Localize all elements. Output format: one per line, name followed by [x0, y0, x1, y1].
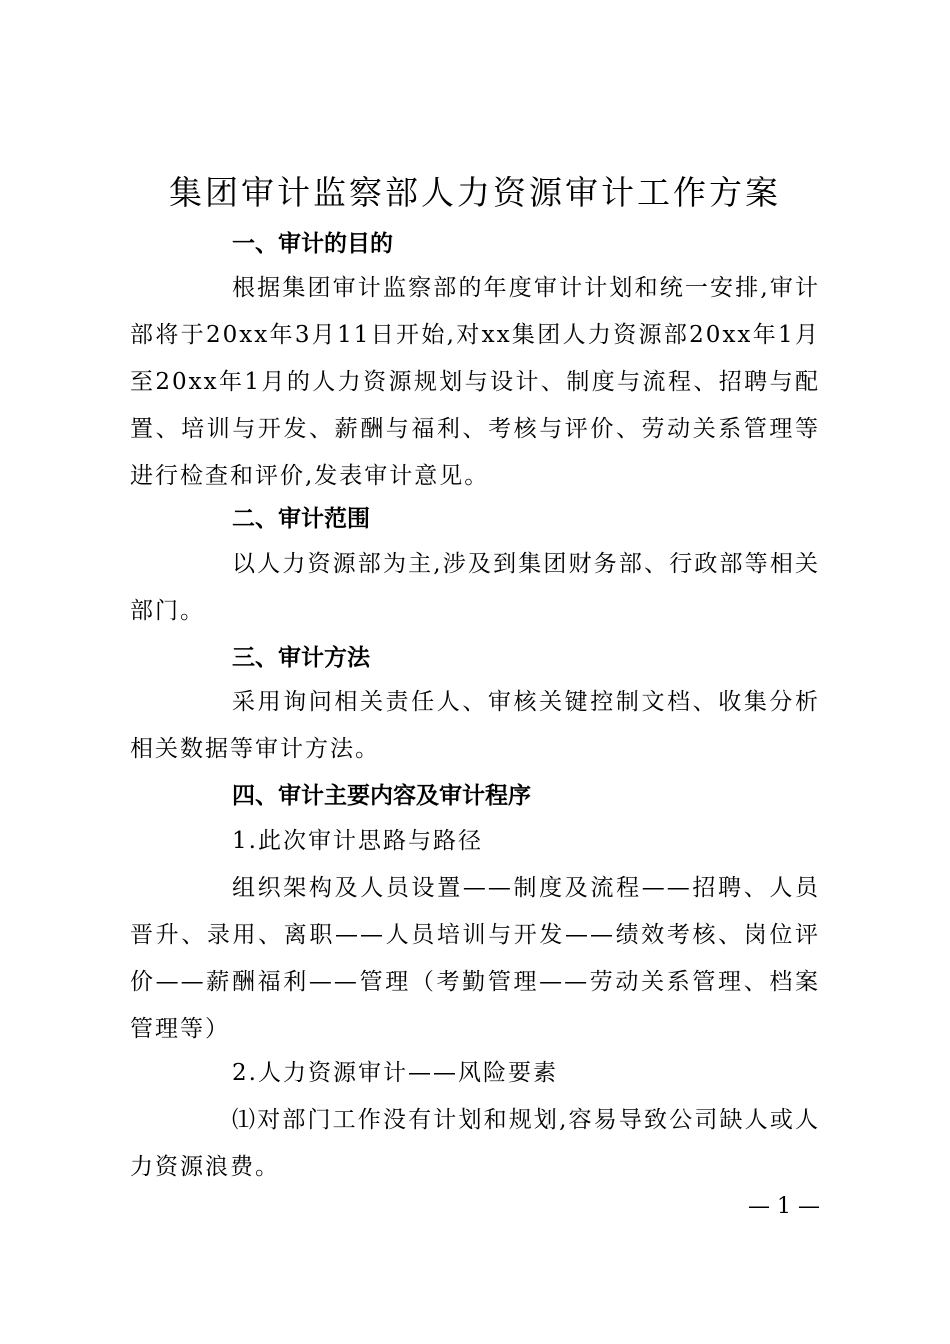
section-heading-purpose: 一、审计的目的 — [232, 231, 393, 257]
risk-item-1: ⑴对部门工作没有计划和规划,容易导致公司缺人或人力资源浪费。 — [130, 1107, 820, 1180]
section-heading-method: 三、审计方法 — [232, 645, 370, 671]
page-number: — 1 — — [748, 1194, 820, 1219]
document-title: 集团审计监察部人力资源审计工作方案 — [169, 173, 781, 212]
section-paragraph-method: 采用询问相关责任人、审核关键控制文档、收集分析相关数据等审计方法。 — [130, 689, 820, 762]
section-paragraph-purpose: 根据集团审计监察部的年度审计计划和统一安排,审计部将于20xx年3月11日开始,对xx集团人力资源部20xx年1月至20xx年1月的人力资源规划与设计、制度与流程、招聘与配置、培训与开发、薪酬与福利、考核与评价、劳动关系管理等进行检查和评价,发表审计意见。 — [130, 275, 820, 489]
section-paragraph-scope: 以人力资源部为主,涉及到集团财务部、行政部等相关部门。 — [130, 551, 820, 624]
subsection-audit-approach: 1.此次审计思路与路径 — [232, 828, 483, 854]
audit-path-paragraph: 组织架构及人员设置——制度及流程——招聘、人员晋升、录用、离职——人员培训与开发——绩效考核、岗位评价——薪酬福利——管理（考勤管理——劳动关系管理、档案管理等） — [130, 875, 820, 1042]
section-heading-scope: 二、审计范围 — [232, 506, 370, 532]
section-heading-content: 四、审计主要内容及审计程序 — [232, 783, 531, 809]
subsection-risk-factors: 2.人力资源审计——风险要素 — [232, 1060, 558, 1086]
